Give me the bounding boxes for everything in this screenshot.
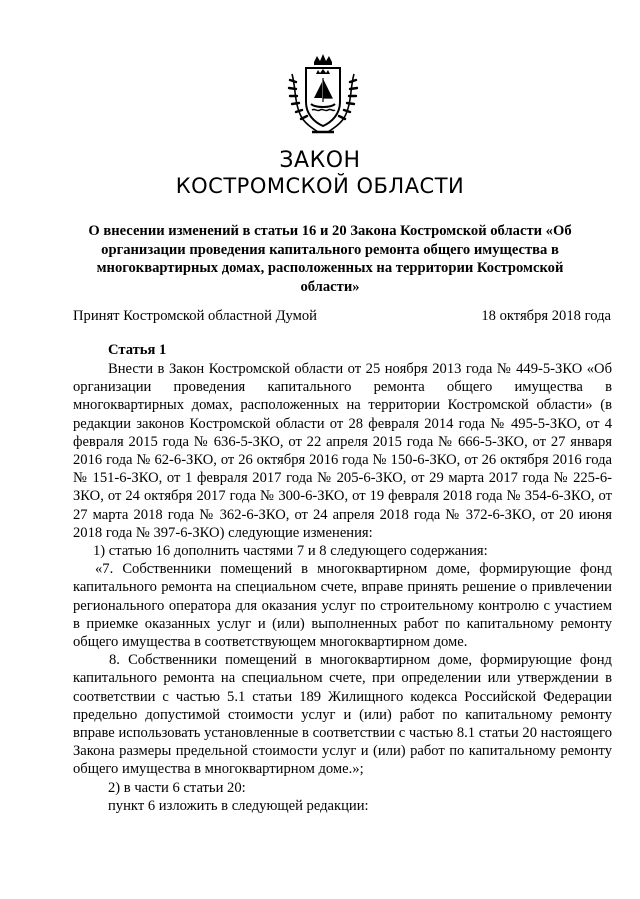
law-title-line-2: КОСТРОМСКОЙ ОБЛАСТИ <box>175 174 465 198</box>
article-1-intro-paragraph: Внести в Закон Костромской области от 25 ноября 2013 года № 449-5-ЗКО «Об организации проведения капитального ремонта общего имущества в многоквартирных домах, расположенных на территории Костромской области» (в редакции законов Костромской области от 28 февраля 2014 года № 495-5-ЗКО, от 4 февраля 2015 года № 636-5-ЗКО, от 22 апреля 2015 года № 666-5-ЗКО, от 27 января 2016 года № 62-6-ЗКО, от 26 октября 2016 года № 150-6-ЗКО, от 26 октября 2016 года № 151-6-ЗКО, от 1 февраля 2017 года № 205-6-ЗКО, от 29 марта 2017 года № 225-6-ЗКО, от 24 октября 2017 года № 300-6-ЗКО, от 19 февраля 2018 года № 354-6-ЗКО, от 27 марта 2018 года № 362-6-ЗКО, от 24 апреля 2018 года № 372-6-ЗКО, от 20 июня 2018 года № 397-6-ЗКО) следующие изменения: <box>73 361 612 541</box>
amendment-item-1: 1) статью 16 дополнить частями 7 и 8 следующего содержания: <box>93 543 488 560</box>
amendment-item-2: 2) в части 6 статьи 20: <box>108 779 246 796</box>
law-title-line-1: ЗАКОН <box>279 148 361 173</box>
coat-of-arms-emblem <box>284 52 362 136</box>
law-subtitle: О внесении изменений в статьи 16 и 20 Закона Костромской области «Об организации проведения капитального ремонта общего имущества в многоквартирных домах, расположенных на территории Костромской области» <box>88 223 572 295</box>
article-1-body <box>73 360 612 815</box>
amendment-item-2-point-6: пункт 6 изложить в следующей редакции: <box>108 797 369 814</box>
new-part-8-paragraph: 8. Собственники помещений в многоквартирном доме, формирующие фонд капитального ремонта на специальном счете, при определении или утверждении в соответствии с частью 5.1 статьи 189 Жилищного кодекса Российской Федерации предельно допустимой стоимости услуг и (или) работ по капитальному ремонту вправе использовать установленные в соответствии с частью 8.1 статьи 20 настоящего Закона размеры предельной стоимости услуг и (или) работ по капитальному ремонту общего имущества в многоквартирном доме.»; <box>73 652 612 778</box>
article-1-heading: Статья 1 <box>108 342 167 358</box>
new-part-7-paragraph: «7. Собственники помещений в многоквартирном доме, формирующие фонд капитального ремонта на специальном счете, вправе принять решение о привлечении регионального оператора для оказания услуг по строительному контролю с участием в приемке оказанных услуг и (или) выполненных работ по капитальному ремонту общего имущества в соответствующем многоквартирном доме. <box>73 561 612 651</box>
adoption-date: 18 октября 2018 года <box>481 308 611 324</box>
adopted-by: Принят Костромской областной Думой <box>73 308 317 324</box>
